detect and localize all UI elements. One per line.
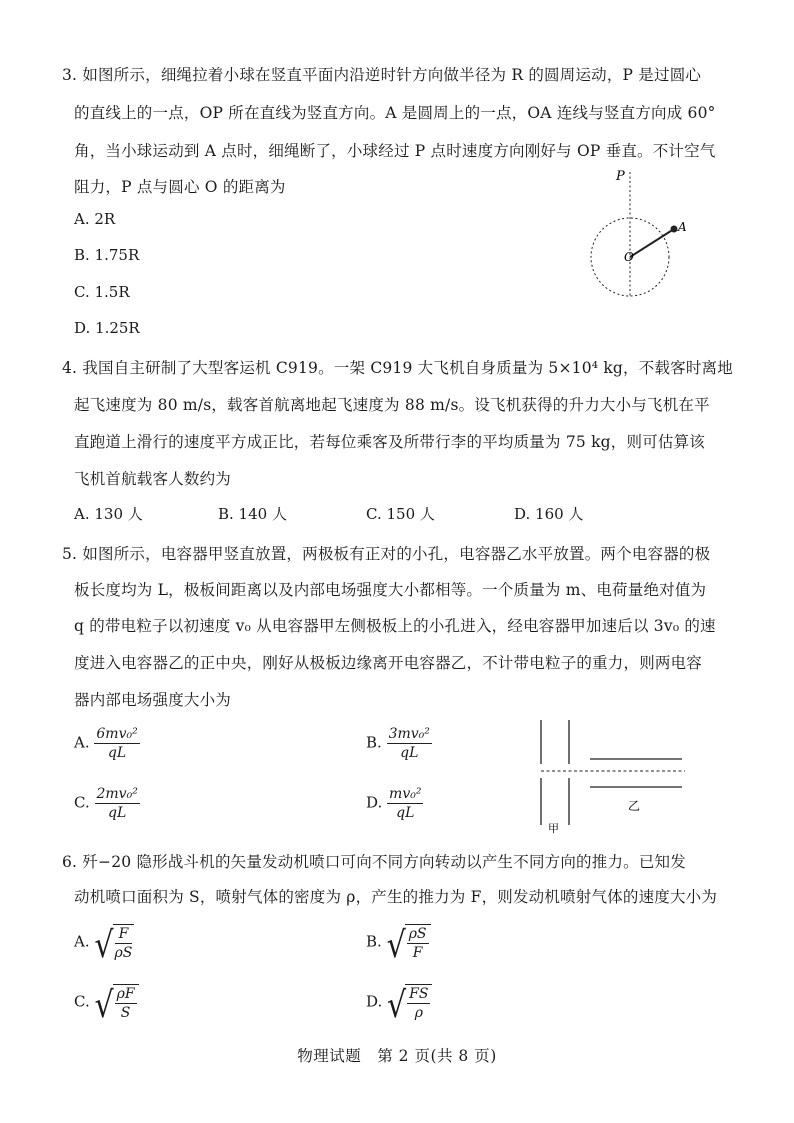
q5-line-5: 器内部电场强度大小为 <box>74 691 232 709</box>
q3-option-c: C. 1.5R <box>74 283 130 301</box>
q6-option-b: B. √ $\frac{\rho S}{F}$ <box>366 924 431 961</box>
q3-label-o: O <box>624 250 634 264</box>
q3-option-a: A. 2R <box>74 210 116 228</box>
q5-line-1: 5. 如图所示，电容器甲竖直放置，两极板有正对的小孔，电容器乙水平放置。两个电容器的极 <box>62 545 711 563</box>
q4-option-a: A. 130 人 <box>74 505 143 523</box>
q5-option-c-den: qL <box>108 805 127 821</box>
q3-label-a: A <box>678 220 687 234</box>
q4-line-3: 直跑道上滑行的速度平方成正比，若每位乘客及所带行李的平均质量为 75 kg，则可估算该 <box>74 433 705 451</box>
q5-line-2: 板长度均为 L，极板间距离以及内部电场强度大小都相等。一个质量为 m、电荷量绝对值为 <box>74 581 707 599</box>
q4-option-c: C. 150 人 <box>366 505 435 523</box>
q6-option-d-den: ρ <box>414 1005 423 1021</box>
q5-option-a <box>74 726 140 761</box>
q5-option-d-den: qL <box>396 805 415 821</box>
q5-option-a-den: qL <box>107 745 127 761</box>
q3-line-1: 3. 如图所示，细绳拉着小球在竖直平面内沿逆时针方向做半径为 R 的圆周运动，P 是过圆心 <box>62 66 702 84</box>
q5-option-b <box>366 726 432 761</box>
q5-capacitor-figure <box>530 720 690 835</box>
q5-option-b-den: qL <box>400 745 419 761</box>
q5-option-b-num: 3mv₀² <box>388 726 430 742</box>
q6-option-c-letter: C. <box>74 992 90 1011</box>
q5-option-d-num: mv₀² <box>389 786 422 802</box>
q6-option-a-num: F <box>115 926 133 944</box>
q6-option-c-num: ρF <box>116 986 135 1002</box>
q3-line-4: 阻力，P 点与圆心 O 的距离为 <box>74 178 286 196</box>
q6-option-c-den: S <box>120 1005 131 1021</box>
q3-label-p: P <box>616 169 625 184</box>
q4-line-2: 起飞速度为 80 m/s，载客首航离地起飞速度为 88 m/s。设飞机获得的升力大小与飞机在平 <box>74 396 710 414</box>
q4-line-1: 4. 我国自主研制了大型客运机 C919。一架 C919 大飞机自身质量为 5×10⁴ kg，不载客时离地 <box>62 359 733 377</box>
q5-label-jia: 甲 <box>548 822 559 835</box>
q6-option-d-letter: D. <box>366 992 383 1011</box>
q3-line-2: 的直线上的一点，OP 所在直线为竖直方向。A 是圆周上的一点，OA 连线与竖直方向成 60° <box>74 104 716 122</box>
q5-option-d-letter: D. <box>366 793 383 812</box>
q5-option-a-letter: A. <box>74 733 90 752</box>
q6-option-d: D. √ $\frac{FS}{\rho}$ <box>366 984 432 1021</box>
q5-option-c-num: 2mv₀² <box>96 786 138 802</box>
q3-option-b: B. 1.75R <box>74 246 140 264</box>
q6-option-a: A. √ $\frac{F}{\rho S}$ <box>74 924 133 967</box>
q5-option-a-num: 6mv₀² <box>96 726 138 742</box>
q5-line-4: 度进入电容器乙的正中央，刚好从极板边缘离开电容器乙，不计带电粒子的重力，则两电容 <box>74 654 703 672</box>
q5-option-b-letter: B. <box>366 733 382 752</box>
q3-circle-figure <box>590 160 710 300</box>
q5-option-d <box>366 786 423 821</box>
q5-option-c <box>74 786 140 821</box>
q6-option-b-den: F <box>412 945 423 961</box>
q4-option-d: D. 160 人 <box>514 505 584 523</box>
q5-line-3: q 的带电粒子以初速度 v₀ 从电容器甲左侧极板上的小孔进入，经电容器甲加速后以 3v₀ 的速 <box>74 617 716 635</box>
q3-line-3: 角，当小球运动到 A 点时，细绳断了，小球经过 P 点时速度方向刚好与 OP 垂直。不计空气 <box>74 142 716 160</box>
q3-option-d: D. 1.25R <box>74 319 140 337</box>
q4-option-b: B. 140 人 <box>218 505 287 523</box>
q6-option-c: C. √ $\frac{\rho F}{S}$ <box>74 984 139 1021</box>
q6-option-a-letter: A. <box>74 932 90 951</box>
q6-option-d-num: FS <box>409 986 429 1002</box>
q6-line-2: 动机喷口面积为 S，喷射气体的密度为 ρ，产生的推力为 F，则发动机喷射气体的速度大小为 <box>74 888 718 906</box>
q5-option-c-letter: C. <box>74 793 90 812</box>
q4-line-4: 飞机首航载客人数约为 <box>74 470 232 488</box>
q6-line-1: 6. 歼−20 隐形战斗机的矢量发动机喷口可向不同方向转动以产生不同方向的推力。已知发 <box>62 853 686 871</box>
q5-label-yi: 乙 <box>628 799 641 813</box>
page-footer: 物理试题 第 2 页(共 8 页) <box>297 1047 497 1065</box>
q6-option-b-num: ρS <box>408 926 427 942</box>
q6-option-a-den: ρS <box>114 945 133 961</box>
q6-option-b-letter: B. <box>366 932 382 951</box>
